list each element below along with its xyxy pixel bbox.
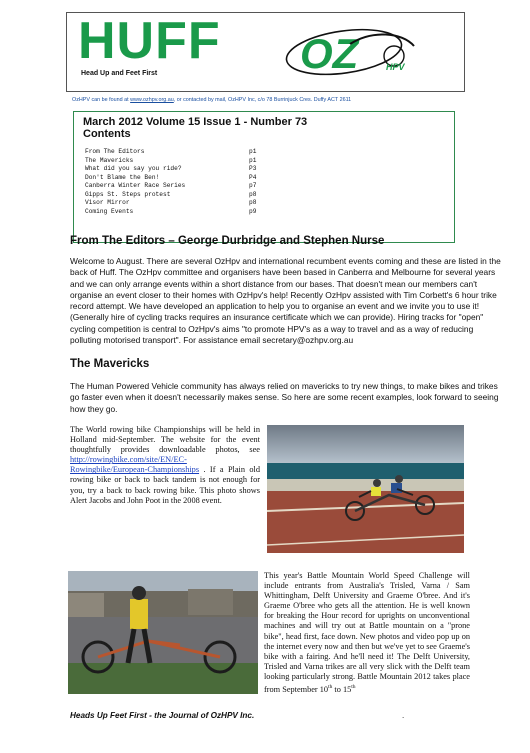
footer-dot: . bbox=[402, 711, 405, 720]
toc-row[interactable] bbox=[85, 182, 275, 191]
toc-row[interactable] bbox=[85, 165, 275, 174]
battle-date-suffix-1: th bbox=[328, 684, 333, 691]
prone-bike-rider-photo bbox=[68, 571, 258, 694]
toc-row[interactable] bbox=[85, 157, 275, 166]
toc-page: p9 bbox=[249, 207, 257, 215]
contact-line bbox=[72, 97, 351, 103]
toc-title: Gipps St. Steps protest bbox=[85, 190, 171, 198]
toc-title: Canberra Winter Race Series bbox=[85, 182, 186, 189]
issue-title: March 2012 Volume 15 Issue 1 - Number 73 bbox=[83, 116, 308, 128]
toc-title: Don't Blame the Ben! bbox=[85, 173, 160, 181]
battle-mountain-article bbox=[264, 571, 470, 695]
masthead-tagline: Head Up and Feet First bbox=[81, 70, 158, 77]
ozhpv-logo-subtext: HPV bbox=[386, 62, 405, 72]
toc-row[interactable] bbox=[85, 191, 275, 200]
mavericks-heading: The Mavericks bbox=[70, 358, 150, 370]
ozhpv-logo-icon bbox=[282, 22, 427, 82]
contact-suffix: , or contacted by mail, OzHPV Inc, c/o 78 Burrinjuck Cres. Duffy ACT 2611 bbox=[173, 97, 352, 103]
ozhpv-logo-text: OZ bbox=[300, 30, 359, 77]
toc-title: From The Editors bbox=[85, 148, 145, 155]
toc-row[interactable] bbox=[85, 174, 275, 183]
rowing-bike-article bbox=[70, 425, 260, 506]
toc-title: Coming Events bbox=[85, 207, 134, 215]
toc-page: P3 bbox=[249, 165, 257, 172]
rowing-text-post: . If a Plain old rowing bike or back to back tandem is not enough for you, try a back to back rowing bike. This photo shows Alert Jacobs and John Poot in the 2008 event. bbox=[70, 465, 260, 505]
toc-title: The Mavericks bbox=[85, 156, 134, 164]
editors-heading: From The Editors – George Durbridge and Stephen Nurse bbox=[70, 235, 385, 247]
toc-page: p7 bbox=[249, 182, 257, 189]
toc-page: p8 bbox=[249, 190, 257, 198]
table-of-contents bbox=[85, 148, 275, 216]
back-to-back-rowing-trike-photo bbox=[267, 425, 464, 553]
mavericks-intro: The Human Powered Vehicle community has always relied on mavericks to try new things, to make bikes and trikes go faster even when it doesn't necessarily makes sense. So here are some recent examples, look forward to seeing how they go. bbox=[70, 381, 499, 414]
toc-page: p1 bbox=[249, 156, 257, 164]
huff-logo: HUFF bbox=[78, 12, 221, 70]
toc-page: p8 bbox=[249, 199, 257, 206]
battle-text-mid: to 15 bbox=[332, 684, 352, 694]
toc-page: P4 bbox=[249, 173, 257, 181]
toc-title: Visor Mirror bbox=[85, 199, 130, 206]
battle-date-suffix-2: th bbox=[351, 684, 356, 691]
editors-body: Welcome to August. There are several OzHpv and international recumbent events coming and these are listed in the back of Huff. The OzHpv committee and organisers have been based in Canberra and Melbourne for several years and we can only arrange events within a short distance from our bases. That doesn't mean our members can't organise an event closer to their homes with OzHpv's help! Recently OzHpv assisted with Tim Corbett's 6 hour trike record attempt. We have developed an application to help you to organise an event and we invite you to use it! (Generally hire of cycling tracks requires an insurance certificate which we can provide). Hiring tracks for "open" cycling competition is central to OzHpv's aims "to promote HPV's as a way to travel and as a way of reducing polluting motorised transport". For assistance email secretary@ozhpv.org.au bbox=[70, 256, 501, 346]
website-link[interactable]: www.ozhpv.org.au bbox=[130, 97, 174, 103]
battle-text-main: This year's Battle Mountain World Speed Challenge will include entrants from Australia's Trisled, Varna / Sam Whittingham, Delft University and Graeme O'bree. And it's Graeme O'bree who gets all the attention. He is well known for breaking the Hour record for uprights on unconventional machines and will try out at Battle mountain on a "prone bike", head first, face down. New photos and video pop up on the internet every now and then but we've yet to see Graeme's bike with a fairing. And he'll need it! The Delft University, Trisled and Varna trikes are all very slick with the Delft team looking particularly strong. Battle Mountain 2012 takes place from September 10 bbox=[264, 571, 470, 694]
toc-row[interactable] bbox=[85, 208, 275, 217]
toc-title: What did you say you ride? bbox=[85, 165, 182, 172]
rowing-championships-link[interactable]: http://rowingbike.com/site/EN/EC-Rowingbike/European-Championships bbox=[70, 455, 200, 475]
footer-journal-title: Heads Up Feet First - the Journal of OzHPV Inc. bbox=[70, 711, 255, 720]
contents-heading: Contents bbox=[83, 128, 131, 140]
contact-prefix: OzHPV can be found at bbox=[72, 97, 131, 103]
toc-row[interactable] bbox=[85, 199, 275, 208]
toc-page: p1 bbox=[249, 148, 257, 155]
rowing-text-pre: The World rowing bike Championships will be held in Holland mid-September. The website for the event thoughtfully provides downloadable photos, see bbox=[70, 425, 260, 455]
toc-row[interactable] bbox=[85, 148, 275, 157]
